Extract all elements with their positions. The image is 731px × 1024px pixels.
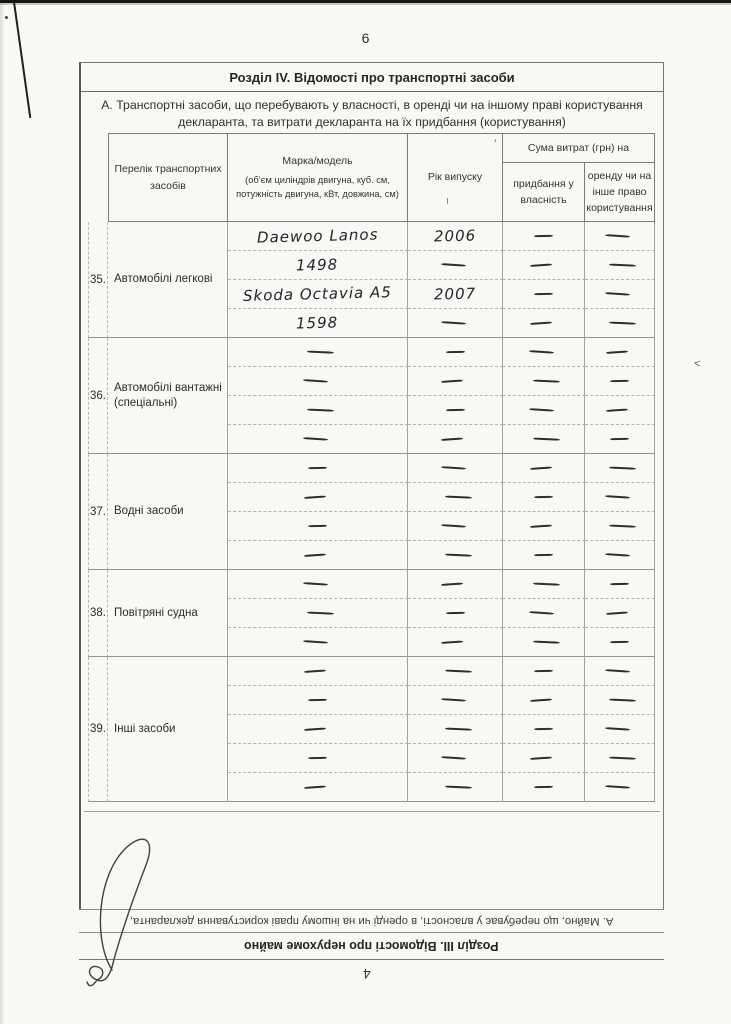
cell-own xyxy=(503,628,585,657)
pen-dash xyxy=(605,611,627,615)
cell-own xyxy=(503,570,585,599)
row-number: 38. xyxy=(88,570,108,657)
scan-mark-right-edge: < xyxy=(693,357,702,371)
pen-dash xyxy=(441,582,463,586)
cell-rent xyxy=(585,657,655,686)
pen-dash xyxy=(303,437,328,441)
handwritten-value: 2006 xyxy=(433,226,477,246)
pen-dash xyxy=(441,379,463,383)
cell-own xyxy=(503,396,585,425)
cell-year xyxy=(408,773,503,802)
scan-speck xyxy=(5,16,8,19)
pen-dash xyxy=(303,640,328,644)
vehicle-type-label: Водні засоби xyxy=(108,454,228,570)
cell-own xyxy=(503,367,585,396)
cell-brand xyxy=(228,599,408,628)
cell-brand xyxy=(228,396,408,425)
pen-dash xyxy=(534,293,553,295)
pen-dash xyxy=(445,612,464,614)
cell-brand xyxy=(228,657,408,686)
pen-dash xyxy=(610,438,629,440)
cell-own xyxy=(503,425,585,454)
pen-dash xyxy=(534,786,553,788)
pen-dash xyxy=(303,582,328,586)
cell-year xyxy=(408,338,503,367)
pen-dash xyxy=(440,524,465,528)
pen-dash xyxy=(609,757,636,760)
pen-dash xyxy=(605,669,630,673)
pen-dash xyxy=(440,466,465,470)
pen-dash xyxy=(605,350,627,354)
pen-dash xyxy=(605,292,630,296)
cell-own xyxy=(503,251,585,280)
cell-brand xyxy=(228,570,408,599)
pen-dash xyxy=(529,756,551,760)
pen-dash xyxy=(440,263,465,267)
pen-dash xyxy=(444,728,471,731)
cell-year xyxy=(408,686,503,715)
pen-dash xyxy=(303,785,325,789)
cell-own xyxy=(503,599,585,628)
cell-rent xyxy=(585,744,655,773)
pen-dash xyxy=(534,728,553,730)
cell-own xyxy=(503,744,585,773)
cell-brand xyxy=(228,222,408,251)
scan-mark-tick xyxy=(447,198,448,204)
pen-scribble xyxy=(75,830,190,990)
cell-rent xyxy=(585,280,655,309)
cell-brand xyxy=(228,251,408,280)
vehicles-table xyxy=(88,133,655,802)
cell-year xyxy=(408,454,503,483)
cell-rent xyxy=(585,309,655,338)
cell-rent xyxy=(585,338,655,367)
cell-year xyxy=(408,222,503,251)
pen-dash xyxy=(303,379,328,383)
cell-rent xyxy=(585,541,655,570)
pen-dash xyxy=(444,554,471,557)
col-header-cost-rent: оренду чи на інше право користування xyxy=(585,163,655,222)
cell-rent xyxy=(585,570,655,599)
cell-brand xyxy=(228,628,408,657)
pen-dash xyxy=(440,756,465,760)
pen-dash xyxy=(444,670,471,673)
scan-top-edge-fade xyxy=(0,3,731,5)
cell-own xyxy=(503,715,585,744)
scan-mark-apostrophe: ’ xyxy=(494,138,497,150)
cell-year xyxy=(408,599,503,628)
pen-dash xyxy=(444,496,471,499)
cell-year xyxy=(408,512,503,541)
pen-dash xyxy=(605,553,630,557)
section-title: Розділ IV. Відомості про транспортні засоби xyxy=(81,63,663,92)
cell-year xyxy=(408,309,503,338)
pen-dash xyxy=(534,554,553,556)
cell-year xyxy=(408,541,503,570)
cell-year xyxy=(408,367,503,396)
cell-brand xyxy=(228,367,408,396)
cell-year xyxy=(408,715,503,744)
pen-dash xyxy=(529,466,551,470)
col-header-cost-ownership: придбання у власність xyxy=(503,163,585,222)
cell-own xyxy=(503,338,585,367)
cell-year xyxy=(408,483,503,512)
section-subtitle: А. Транспортні засоби, що перебувають у власності, в оренді чи на іншому праві користування декларанта, та витрати декларанта на їх придбання (користування) xyxy=(101,98,643,130)
cell-own xyxy=(503,483,585,512)
pen-dash xyxy=(307,409,334,412)
pen-dash xyxy=(534,235,553,237)
cell-brand xyxy=(228,541,408,570)
cell-rent xyxy=(585,599,655,628)
pen-dash xyxy=(303,727,325,731)
cell-brand xyxy=(228,280,408,309)
pen-dash xyxy=(303,669,325,673)
pen-dash xyxy=(440,321,465,325)
pen-dash xyxy=(529,698,551,702)
cell-own xyxy=(503,454,585,483)
cell-brand xyxy=(228,686,408,715)
cell-rent xyxy=(585,251,655,280)
cell-own xyxy=(503,657,585,686)
cell-rent xyxy=(585,396,655,425)
cell-year xyxy=(408,657,503,686)
pen-dash xyxy=(533,438,560,441)
cell-own xyxy=(503,541,585,570)
pen-dash xyxy=(609,322,636,325)
pen-dash xyxy=(605,495,630,499)
cell-own xyxy=(503,222,585,251)
cell-brand xyxy=(228,454,408,483)
handwritten-value: Skoda Octavia A5 xyxy=(242,283,393,305)
cell-brand xyxy=(228,483,408,512)
pen-dash xyxy=(308,467,327,469)
cell-year xyxy=(408,396,503,425)
cell-own xyxy=(503,512,585,541)
pen-dash xyxy=(440,698,465,702)
cell-rent xyxy=(585,773,655,802)
brand-header-note: (об’єм циліндрів двигуна, куб. см, потужність двигуна, кВт, довжина, см) xyxy=(236,175,399,200)
pen-dash xyxy=(445,409,464,411)
pen-dash xyxy=(605,727,630,731)
pen-dash xyxy=(307,612,334,615)
cell-own xyxy=(503,309,585,338)
page-number: 6 xyxy=(361,30,370,46)
pen-dash xyxy=(441,640,463,644)
pen-dash xyxy=(605,234,630,238)
pen-dash xyxy=(445,351,464,353)
cell-rent xyxy=(585,628,655,657)
cell-year xyxy=(408,628,503,657)
pen-dash xyxy=(307,351,334,354)
cell-brand xyxy=(228,309,408,338)
cell-rent xyxy=(585,686,655,715)
pen-dash xyxy=(533,583,560,586)
pen-dash xyxy=(533,380,560,383)
flipped-back-page-number: 4 xyxy=(363,966,371,981)
pen-dash xyxy=(534,496,553,498)
pen-dash xyxy=(529,408,554,412)
scan-left-shadow xyxy=(0,0,5,1024)
cell-own xyxy=(503,773,585,802)
cell-brand xyxy=(228,715,408,744)
cell-rent xyxy=(585,483,655,512)
pen-dash xyxy=(303,495,325,499)
col-header-vehicle-list: Перелік транспортних засобів xyxy=(108,133,228,222)
handwritten-value: 1598 xyxy=(296,313,339,333)
cell-rent xyxy=(585,512,655,541)
handwritten-value: 1498 xyxy=(296,255,339,275)
flipped-subtitle: А. Майно, що перебуває у власності, в оренді чи на іншому праві користування декларанта, xyxy=(129,915,614,927)
cell-year xyxy=(408,251,503,280)
cell-year xyxy=(408,744,503,773)
pen-dash xyxy=(444,786,471,789)
cell-rent xyxy=(585,222,655,251)
pen-dash xyxy=(308,525,327,527)
table-header-corner xyxy=(88,133,108,222)
cell-brand xyxy=(228,425,408,454)
pen-dash xyxy=(534,670,553,672)
vehicle-type-label: Інші засоби xyxy=(108,657,228,802)
cell-rent xyxy=(585,367,655,396)
pen-dash xyxy=(533,641,560,644)
pen-dash xyxy=(609,467,636,470)
row-number: 36. xyxy=(88,338,108,454)
cell-rent xyxy=(585,715,655,744)
row-number: 35. xyxy=(88,222,108,338)
brand-header-title: Марка/модель xyxy=(282,154,353,167)
pen-dash xyxy=(308,699,327,701)
pen-dash xyxy=(605,785,630,789)
cell-brand xyxy=(228,512,408,541)
cell-brand xyxy=(228,773,408,802)
handwritten-value: 2007 xyxy=(433,284,477,304)
pen-dash xyxy=(529,611,554,615)
cell-own xyxy=(503,686,585,715)
cell-brand xyxy=(228,744,408,773)
pen-dash xyxy=(308,757,327,759)
row-number: 39. xyxy=(88,657,108,802)
pen-dash xyxy=(609,699,636,702)
cell-rent xyxy=(585,454,655,483)
row-number: 37. xyxy=(88,454,108,570)
pen-dash xyxy=(610,583,629,585)
cell-rent xyxy=(585,425,655,454)
pen-dash xyxy=(529,524,551,528)
pen-dash xyxy=(609,264,636,267)
vehicle-type-label: Автомобілі вантажні (спеціальні) xyxy=(108,338,228,454)
cell-own xyxy=(503,280,585,309)
pen-dash xyxy=(529,350,554,354)
pen-dash xyxy=(610,641,629,643)
col-header-cost-group: Сума витрат (грн) на xyxy=(503,133,655,163)
pen-dash xyxy=(441,437,463,441)
flipped-title: Розділ III. Відомості про нерухоме майно xyxy=(244,939,499,953)
pen-dash xyxy=(605,408,627,412)
scan-corner-line-artifact xyxy=(13,2,31,118)
cell-year xyxy=(408,570,503,599)
vehicle-type-label: Автомобілі легкові xyxy=(108,222,228,338)
table-underline xyxy=(84,811,660,812)
col-header-year: Рік випуску xyxy=(408,133,503,222)
cell-year xyxy=(408,425,503,454)
col-header-brand-model xyxy=(228,133,408,222)
pen-dash xyxy=(609,525,636,528)
cell-year xyxy=(408,280,503,309)
pen-dash xyxy=(529,263,551,267)
cell-brand xyxy=(228,338,408,367)
pen-dash xyxy=(610,380,629,382)
vehicle-type-label: Повітряні судна xyxy=(108,570,228,657)
pen-dash xyxy=(303,553,325,557)
pen-dash xyxy=(529,321,551,325)
handwritten-value: Daewoo Lanos xyxy=(256,225,379,247)
